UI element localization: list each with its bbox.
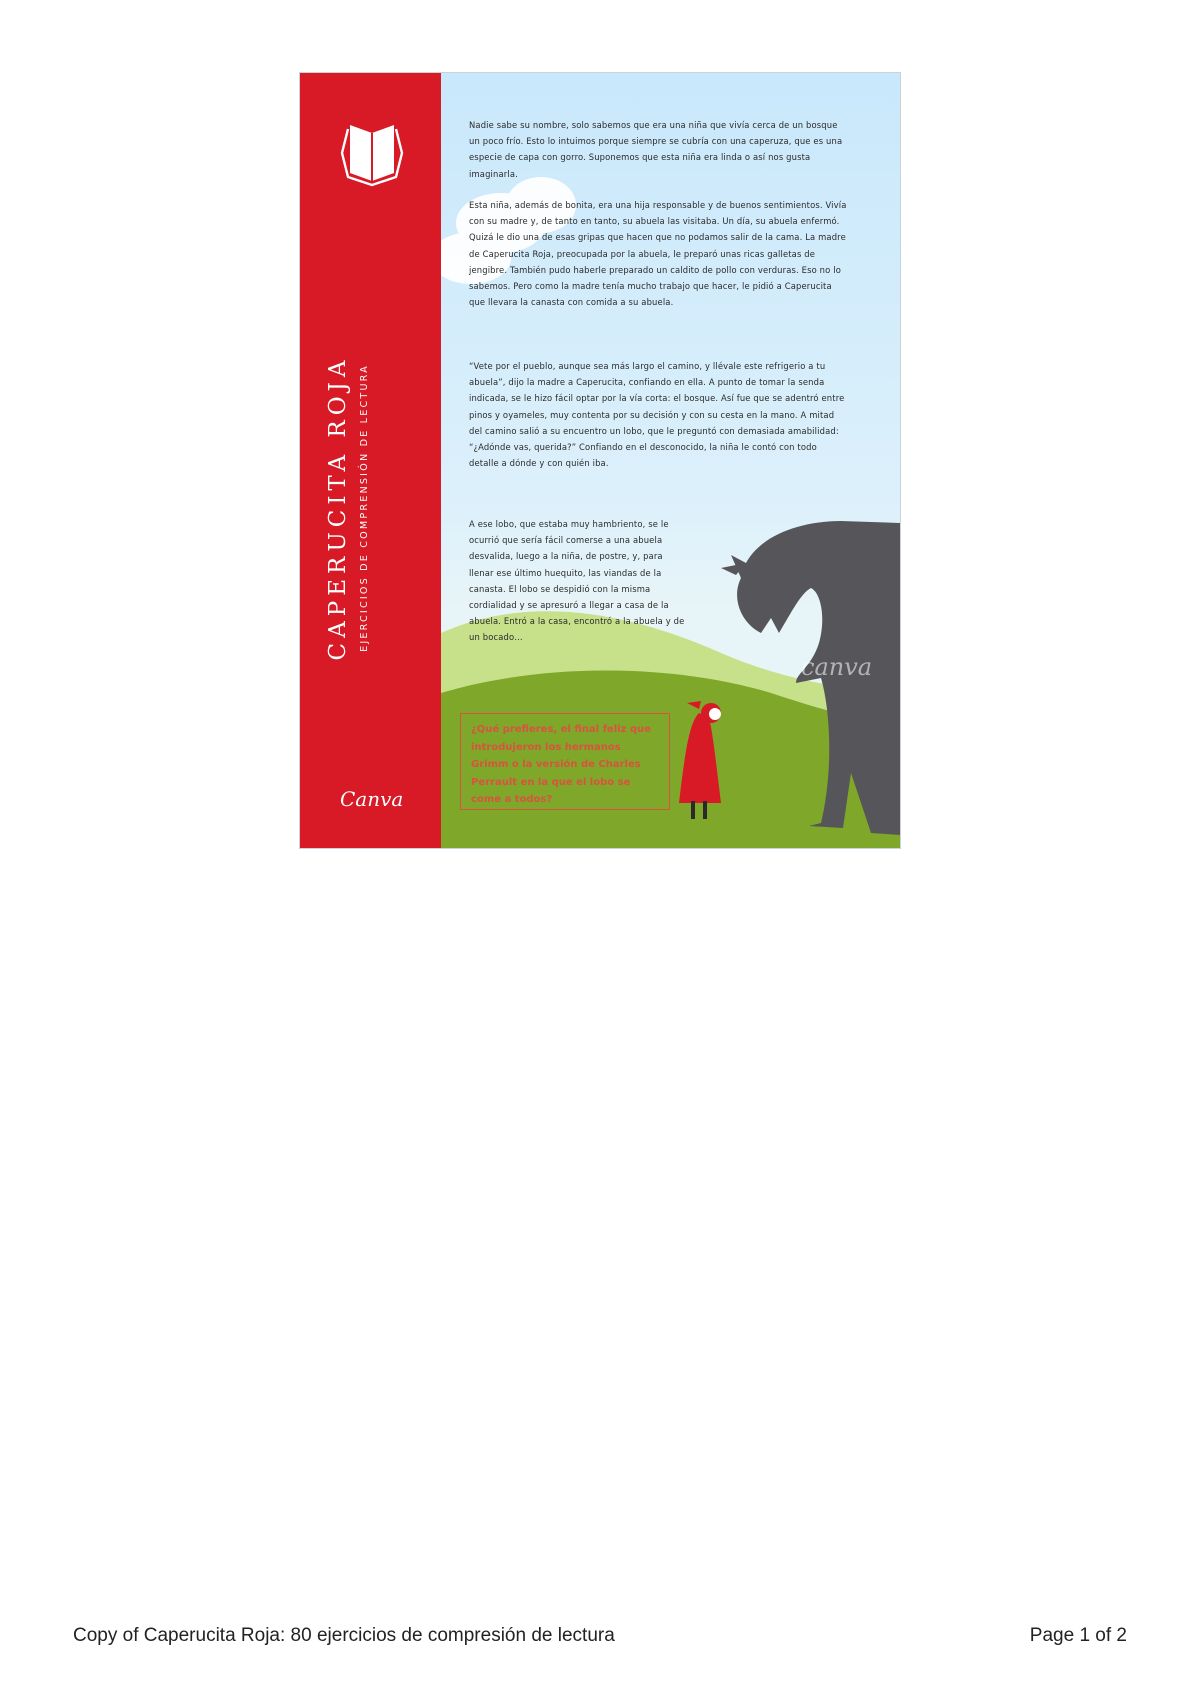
- canva-logo: Canva: [340, 787, 404, 811]
- worksheet-page: [300, 73, 900, 848]
- spine-title: CAPERUCITA ROJA: [325, 355, 351, 661]
- footer-document-title: Copy of Caperucita Roja: 80 ejercicios de compresión de lectura: [73, 1625, 615, 1646]
- story-paragraph-1: Nadie sabe su nombre, solo sabemos que era una niña que vivía cerca de un bosque un poco frío. Esto lo intuimos porque siempre se cubría con una caperuza, que es una especie de capa con gorro. Suponemos que esta niña era linda o así nos gusta imaginarla.: [469, 120, 843, 179]
- story-paragraph-4: A ese lobo, que estaba muy hambriento, se le ocurrió que sería fácil comerse a una abuela desvalida, luego a la niña, de postre, y, para llenar ese último huequito, las viandas de la canasta. El lobo se despidió con la misma cordialidad y se apresuró a llegar a casa de la abuela. Entró a la casa, encontró a la abuela y de un bocado…: [469, 519, 685, 643]
- open-book-icon: [340, 117, 404, 187]
- story-paragraph-3: “Vete por el pueblo, aunque sea más largo el camino, y llévale este refrigerio a tu abuela”, dijo la madre a Caperucita, confiando en ella. A punto de tomar la senda indicada, se le hizo fácil optar por la vía corta: el bosque. Así fue que se adentró entre pinos y oyameles, muy contenta por su decisión y con su cesta en la mano. A mitad del camino salió a su encuentro un lobo, que le preguntó con demasiada amabilidad: “¿Adónde vas, querida?” Confiando en el desconocido, la niña le contó con todo detalle a dónde y con quién iba.: [469, 361, 845, 469]
- red-spine: [300, 73, 441, 848]
- story-panel: [441, 73, 900, 848]
- spine-titles: [320, 208, 420, 808]
- question-box: ¿Qué prefieres, el final feliz que introdujeron los hermanos Grimm o la versión de Charles Perrault en la que el lobo se come a todos?: [460, 713, 670, 810]
- spine-subtitle: EJERCICIOS DE COMPRENSIÓN DE LECTURA: [359, 364, 370, 652]
- story-paragraph-2: Esta niña, además de bonita, era una hija responsable y de buenos sentimientos. Vivía con su madre y, de tanto en tanto, su abuela las visitaba. Un día, su abuela enfermó. Quizá le dio una de esas gripas que hacen que no podamos salir de la cama. La madre de Caperucita Roja, preocupada por la abuela, le preparó unas ricas galletas de jengibre. También pudo haberle preparado un caldito de pollo con verduras. Eso no lo sabemos. Pero como la madre tenía mucho trabajo que hacer, le pidió a Caperucita que llevara la canasta con comida a su abuela.: [469, 200, 847, 308]
- canva-watermark: canva: [801, 653, 873, 681]
- footer-page-number: Page 1 of 2: [1029, 1625, 1127, 1646]
